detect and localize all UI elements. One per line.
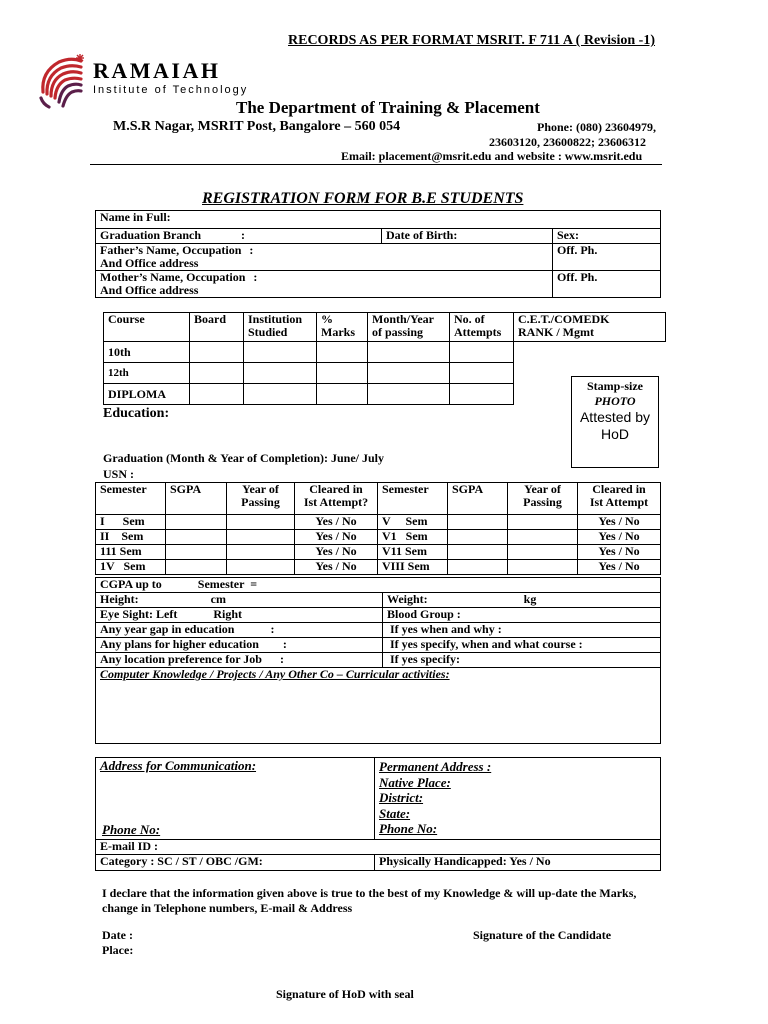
higher-education-specify-field[interactable]: If yes specify, when and what course :	[383, 638, 661, 653]
sem-label: V Sem	[378, 515, 448, 530]
course-diploma: DIPLOMA	[104, 384, 190, 405]
mother-field[interactable]	[96, 271, 553, 298]
mother-office-label: And Office address	[100, 283, 199, 297]
cell-input[interactable]	[244, 384, 317, 405]
category-field[interactable]: Category : SC / ST / OBC /GM:	[96, 855, 375, 871]
perm-address-label: Permanent Address :	[379, 759, 492, 774]
col-attempts: No. of Attempts	[450, 313, 514, 342]
permanent-address-field[interactable]	[375, 758, 661, 840]
logo-wordmark: RAMAIAH	[93, 58, 221, 83]
sem-label: VIII Sem	[378, 560, 448, 575]
email-website-line: Email: placement@msrit.edu and website : www.msrit.edu	[341, 149, 643, 163]
cell-input[interactable]	[317, 384, 368, 405]
sex-label: Sex:	[557, 228, 579, 242]
cell-input[interactable]	[508, 530, 578, 545]
mother-offph-label: Off. Ph.	[557, 270, 598, 284]
yes-no-option[interactable]: Yes / No	[295, 545, 378, 560]
cell-input[interactable]	[244, 363, 317, 384]
cell-input[interactable]	[317, 342, 368, 363]
semester-row	[96, 560, 661, 575]
yes-no-option[interactable]: Yes / No	[295, 515, 378, 530]
col-sgpa: SGPA	[166, 483, 227, 515]
usn-label[interactable]: USN :	[103, 467, 135, 481]
curricular-label: Computer Knowledge / Projects / Any Other Co – Curricular activities:	[100, 667, 450, 681]
date-label[interactable]: Date :	[102, 928, 133, 942]
other-details-table	[95, 577, 661, 744]
cell-input[interactable]	[166, 530, 227, 545]
col-cleared: Cleared in Ist Attempt	[578, 483, 661, 515]
empty-cell	[514, 342, 666, 363]
cell-input[interactable]	[317, 363, 368, 384]
course-10th: 10th	[104, 342, 190, 363]
phone-line-1: Phone: (080) 23604979,	[537, 120, 656, 134]
higher-education-field[interactable]: Any plans for higher education :	[96, 638, 383, 653]
col-semester: Semester	[378, 483, 448, 515]
perm-phone-label: Phone No:	[379, 821, 438, 836]
name-field[interactable]	[96, 211, 661, 229]
cell-input[interactable]	[508, 515, 578, 530]
name-label: Name in Full:	[100, 210, 171, 224]
eyesight-field[interactable]: Eye Sight: Left Right	[96, 608, 383, 623]
col-month-year: Month/Year of passing	[368, 313, 450, 342]
location-preference-field[interactable]: Any location preference for Job :	[96, 653, 383, 668]
photo-stamp-box[interactable]	[571, 376, 659, 468]
education-heading: Education:	[103, 406, 170, 421]
course-12th: 12th	[104, 363, 190, 384]
attested-label: Attested by	[579, 409, 651, 425]
cell-input[interactable]	[508, 545, 578, 560]
communication-address-field[interactable]	[96, 758, 375, 840]
col-semester: Semester	[96, 483, 166, 515]
cell-input[interactable]	[166, 560, 227, 575]
cell-input[interactable]	[190, 342, 244, 363]
phone-line-2: 23603120, 23600822; 23606312	[489, 135, 646, 149]
dob-field[interactable]	[382, 229, 553, 244]
mother-offph-field[interactable]	[553, 271, 661, 298]
semester-row	[96, 545, 661, 560]
hod-label: HoD	[600, 426, 629, 442]
ramaiah-logo-icon	[37, 54, 87, 110]
col-year-passing: Year of Passing	[508, 483, 578, 515]
col-institution: Institution Studied	[244, 313, 317, 342]
cell-input[interactable]	[450, 384, 514, 405]
address-table	[95, 757, 661, 871]
yes-no-option[interactable]: Yes / No	[295, 530, 378, 545]
state-label: State:	[379, 805, 411, 821]
cell-input[interactable]	[190, 384, 244, 405]
dob-label: Date of Birth:	[386, 228, 458, 242]
cell-input[interactable]	[448, 530, 508, 545]
candidate-signature-label[interactable]: Signature of the Candidate	[473, 928, 612, 942]
cell-input[interactable]	[448, 560, 508, 575]
yes-no-option[interactable]: Yes / No	[578, 530, 661, 545]
mother-label: Mother’s Name, Occupation	[100, 270, 246, 284]
col-board: Board	[190, 313, 244, 342]
cell-input[interactable]	[190, 363, 244, 384]
records-format-line: RECORDS AS PER FORMAT MSRIT. F 711 A ( Revision -1)	[288, 33, 656, 48]
semester-header-row	[96, 483, 661, 515]
sem-label: 1V Sem	[96, 560, 166, 575]
cell-input[interactable]	[450, 342, 514, 363]
col-course: Course	[104, 313, 190, 342]
sem-label: 111 Sem	[96, 545, 166, 560]
father-label: Father’s Name, Occupation	[100, 243, 242, 257]
stamp-size-label: Stamp-size	[587, 379, 643, 393]
father-offph-field[interactable]	[553, 244, 661, 271]
curricular-activities-field[interactable]	[96, 668, 661, 744]
cell-input[interactable]	[448, 545, 508, 560]
education-header-row	[104, 313, 666, 342]
hod-signature-label[interactable]: Signature of HoD with seal	[276, 987, 414, 1001]
height-field[interactable]: Height: cm	[96, 593, 383, 608]
sem-label: V1 Sem	[378, 530, 448, 545]
cell-input[interactable]	[227, 560, 295, 575]
father-offph-label: Off. Ph.	[557, 243, 598, 257]
place-label[interactable]: Place:	[102, 943, 134, 957]
cell-input[interactable]	[508, 560, 578, 575]
declaration-text: I declare that the information given above is true to the best of my Knowledge & will up-date the Marks, change in Telephone numbers, E-mail & Address	[102, 886, 637, 915]
cell-input[interactable]	[227, 545, 295, 560]
photo-label: PHOTO	[594, 394, 636, 408]
education-row-10th	[104, 342, 666, 363]
logo-subtitle: Institute of Technology	[93, 84, 249, 96]
weight-field[interactable]: Weight: kg	[383, 593, 661, 608]
comm-phone-label: Phone No:	[102, 822, 161, 837]
sem-label: V11 Sem	[378, 545, 448, 560]
cgpa-field[interactable]: CGPA up to Semester =	[96, 578, 661, 593]
col-sgpa: SGPA	[448, 483, 508, 515]
sem-label: II Sem	[96, 530, 166, 545]
sem-label: I Sem	[96, 515, 166, 530]
col-cleared: Cleared in Ist Attempt?	[295, 483, 378, 515]
col-cet-rank: C.E.T./COMEDK RANK / Mgmt	[514, 313, 666, 342]
comm-address-label: Address for Communication:	[100, 758, 257, 773]
col-marks: % Marks	[317, 313, 368, 342]
institute-address: M.S.R Nagar, MSRIT Post, Bangalore – 560 054	[113, 119, 401, 134]
semester-row	[96, 515, 661, 530]
cell-input[interactable]	[227, 530, 295, 545]
form-title: REGISTRATION FORM FOR B.E STUDENTS	[202, 190, 524, 207]
cell-input[interactable]	[450, 363, 514, 384]
native-place-label: Native Place:	[379, 774, 451, 790]
semester-table	[95, 482, 661, 575]
father-office-label: And Office address	[100, 256, 199, 270]
email-field[interactable]: E-mail ID :	[96, 840, 661, 855]
branch-field[interactable]	[96, 229, 382, 244]
yes-no-option[interactable]: Yes / No	[578, 560, 661, 575]
mother-colon: :	[253, 270, 258, 284]
department-title: The Department of Training & Placement	[236, 98, 540, 117]
blood-group-field[interactable]: Blood Group :	[383, 608, 661, 623]
year-gap-why-field[interactable]: If yes when and why :	[383, 623, 661, 638]
district-label: District:	[379, 790, 424, 805]
graduation-completion: Graduation (Month & Year of Completion): June/ July	[103, 451, 385, 465]
cell-input[interactable]	[368, 384, 450, 405]
yes-no-option[interactable]: Yes / No	[578, 515, 661, 530]
father-colon: :	[249, 243, 254, 257]
col-year-passing: Year of Passing	[227, 483, 295, 515]
sex-field[interactable]	[553, 229, 661, 244]
handicapped-field[interactable]: Physically Handicapped: Yes / No	[375, 855, 661, 871]
location-specify-field[interactable]: If yes specify:	[383, 653, 661, 668]
semester-row	[96, 530, 661, 545]
cell-input[interactable]	[368, 363, 450, 384]
header-divider	[90, 164, 662, 165]
branch-colon: :	[241, 228, 246, 242]
cell-input[interactable]	[244, 342, 317, 363]
year-gap-field[interactable]: Any year gap in education :	[96, 623, 383, 638]
personal-details-table	[95, 210, 661, 298]
branch-label: Graduation Branch	[100, 228, 202, 242]
cell-input[interactable]	[227, 515, 295, 530]
father-field[interactable]	[96, 244, 553, 271]
yes-no-option[interactable]: Yes / No	[295, 560, 378, 575]
yes-no-option[interactable]: Yes / No	[578, 545, 661, 560]
cell-input[interactable]	[368, 342, 450, 363]
cell-input[interactable]	[166, 515, 227, 530]
cell-input[interactable]	[166, 545, 227, 560]
cell-input[interactable]	[448, 515, 508, 530]
